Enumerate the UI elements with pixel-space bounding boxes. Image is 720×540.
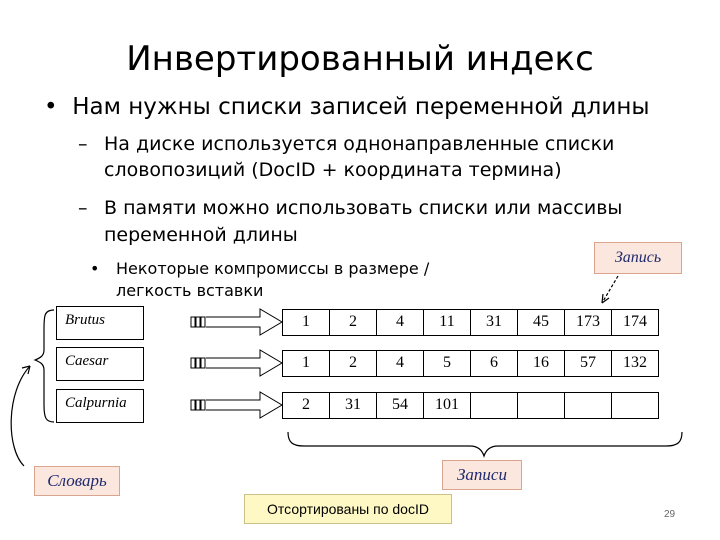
term-calpurnia: Calpurnia [56,389,144,423]
tradeoff-line-2: легкость вставки [116,281,264,300]
posting-cell: 11 [423,309,471,336]
posting-cell: 31 [470,309,518,336]
posting-cell: 1 [282,309,330,336]
posting-cell: 174 [611,309,659,336]
sub-item-2-line-1: В памяти можно использовать списки или массивы [104,197,623,219]
term-caesar: Caesar [56,347,144,381]
dictionary-arrow-icon [11,366,30,466]
posting-cell: 31 [329,392,377,419]
main-bullet-text: Нам нужны списки записей переменной длины [72,94,650,120]
posting-cell: 45 [517,309,565,336]
slide-title: Инвертированный индекс [126,39,594,79]
posting-cell: 132 [611,350,659,377]
posting-cell: 5 [423,350,471,377]
sub-item-1-line-2: словопозиций (DocID + координата термина) [104,159,562,181]
posting-cell: 16 [517,350,565,377]
sorted-note: Отсортированы по docID [244,494,452,524]
record-arrow-icon [602,276,618,303]
records-label: Записи [442,460,522,490]
posting-cell: 2 [329,309,377,336]
page-number: 29 [664,509,676,520]
dictionary-brace-icon [35,310,54,422]
term-brutus: Brutus [56,306,144,340]
sub-item-1-line-1: На диске используется однонаправленные списки [104,133,615,155]
posting-cell: 101 [423,392,471,419]
posting-cell: 4 [376,309,424,336]
bullet-dot-2: • [90,259,100,278]
sub-item-2-line-2: переменной длины [104,224,298,246]
posting-cell: 57 [564,350,612,377]
bullet-dot: • [44,94,73,120]
posting-cell: 54 [376,392,424,419]
posting-cell: 4 [376,350,424,377]
dash-2: – [78,197,88,219]
postings-brace-icon [288,432,682,456]
posting-cell: 2 [282,392,330,419]
record-callout: Запись [594,242,682,274]
dictionary-label: Словарь [34,466,120,496]
tradeoff-line-1: Некоторые компромиссы в размере / [116,259,430,278]
posting-cell: 1 [282,350,330,377]
posting-cell: 6 [470,350,518,377]
posting-cell: 173 [564,309,612,336]
dash-1: – [78,133,88,155]
posting-cell: 2 [329,350,377,377]
